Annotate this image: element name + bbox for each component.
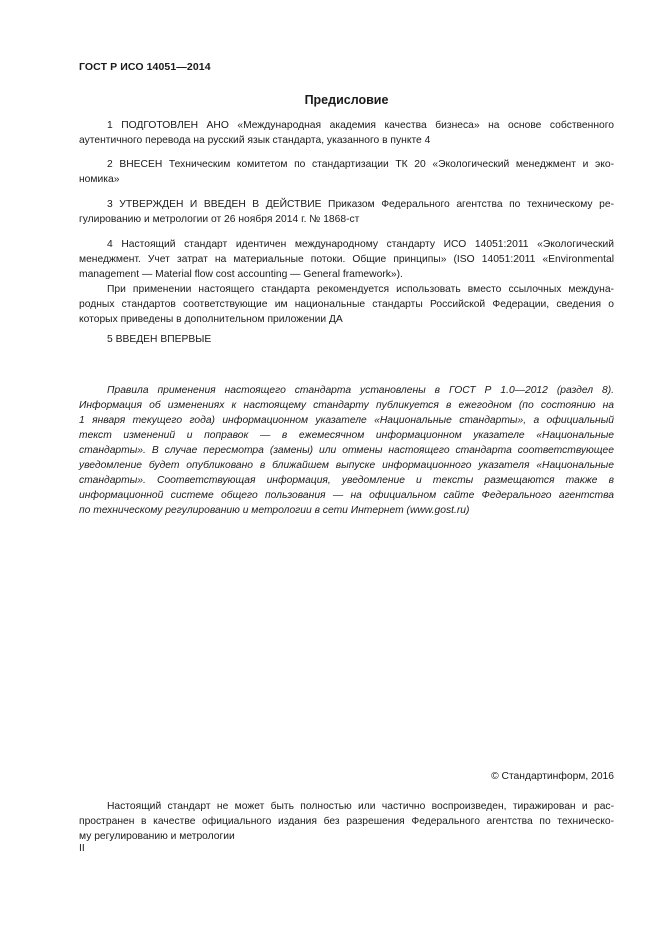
section-3 (79, 197, 614, 227)
foreword-title: Предисловие (304, 93, 389, 107)
section-4-line-4: При применении настоящего стандарта рекомендуется использовать вместо ссылочных междуна- (107, 284, 614, 295)
section-4-line-1: 4 Настоящий стандарт идентичен международному стандарту ИСО 14051:2011 «Экологический (107, 239, 614, 250)
section-3-line-1: 3 УТВЕРЖДЕН И ВВЕДЕН В ДЕЙСТВИЕ Приказом Федерального агентства по техническому ре- (107, 199, 614, 210)
page-number: II (79, 843, 85, 854)
section-1-line-2: аутентичного перевода на русский язык стандарта, указанного в пункте 4 (79, 135, 431, 146)
section-1-line-1: 1 ПОДГОТОВЛЕН АНО «Международная академия качества бизнеса» на основе собственного (107, 120, 614, 131)
section-4-line-2: менеджмент. Учет затрат на материальные потоки. Общие принципы» (ISO 14051:2011 «Environmental (79, 254, 614, 265)
notice-line-4: текст изменений и поправок — в ежемесячном информационном указателе «Национальные (79, 430, 614, 441)
reproduction-line-3: му регулированию и метрологии (79, 831, 235, 842)
section-4 (79, 237, 614, 327)
copyright-notice: © Стандартинформ, 2016 (491, 771, 614, 782)
standard-code-header: ГОСТ Р ИСО 14051—2014 (79, 61, 211, 73)
section-3-line-2: гулированию и метрологии от 26 ноября 2014 г. № 1868-ст (79, 214, 360, 225)
notice-line-9: по техническому регулированию и метрологии в сети Интернет (www.gost.ru) (79, 505, 470, 516)
section-1 (79, 118, 614, 148)
section-2-line-2: номика» (79, 174, 120, 185)
notice-line-7: стандарты». Соответствующая информация, уведомление и тексты размещаются также в (79, 475, 614, 486)
notice-line-8: информационной системе общего пользования — на официальном сайте Федерального агентства (79, 490, 614, 501)
section-5-line-1: 5 ВВЕДЕН ВПЕРВЫЕ (107, 334, 212, 345)
section-4-line-5: родных стандартов соответствующие им национальные стандарты Российской Федерации, сведения о (79, 299, 614, 310)
notice-line-3: 1 января текущего года) информационном указателе «Национальные стандарты», а официальный (79, 415, 614, 426)
notice-line-6: уведомление будет опубликовано в ближайшем выпуске информационного указателя «Национальные (79, 460, 614, 471)
section-2-line-1: 2 ВНЕСЕН Техническим комитетом по стандартизации ТК 20 «Экологический менеджмент и эко- (107, 159, 614, 170)
reproduction-notice (79, 799, 614, 844)
section-4-line-3: management — Material flow cost accounting — General framework»). (79, 269, 403, 280)
section-4-line-6: которых приведены в дополнительном приложении ДА (79, 314, 343, 325)
notice-line-2: Информация об изменениях к настоящему стандарту публикуется в ежегодном (по состоянию на (79, 400, 614, 411)
section-5 (79, 332, 614, 347)
reproduction-line-1: Настоящий стандарт не может быть полностью или частично воспроизведен, тиражирован и рас- (107, 801, 614, 812)
notice-line-1: Правила применения настоящего стандарта установлены в ГОСТ Р 1.0—2012 (раздел 8). (107, 385, 614, 396)
section-2 (79, 157, 614, 187)
notice-line-5: стандарты». В случае пересмотра (замены) или отмены настоящего стандарта соответствующее (79, 445, 614, 456)
reproduction-line-2: пространен в качестве официального издания без разрешения Федерального агентства по техническо- (79, 816, 614, 827)
publication-notice (79, 383, 614, 518)
